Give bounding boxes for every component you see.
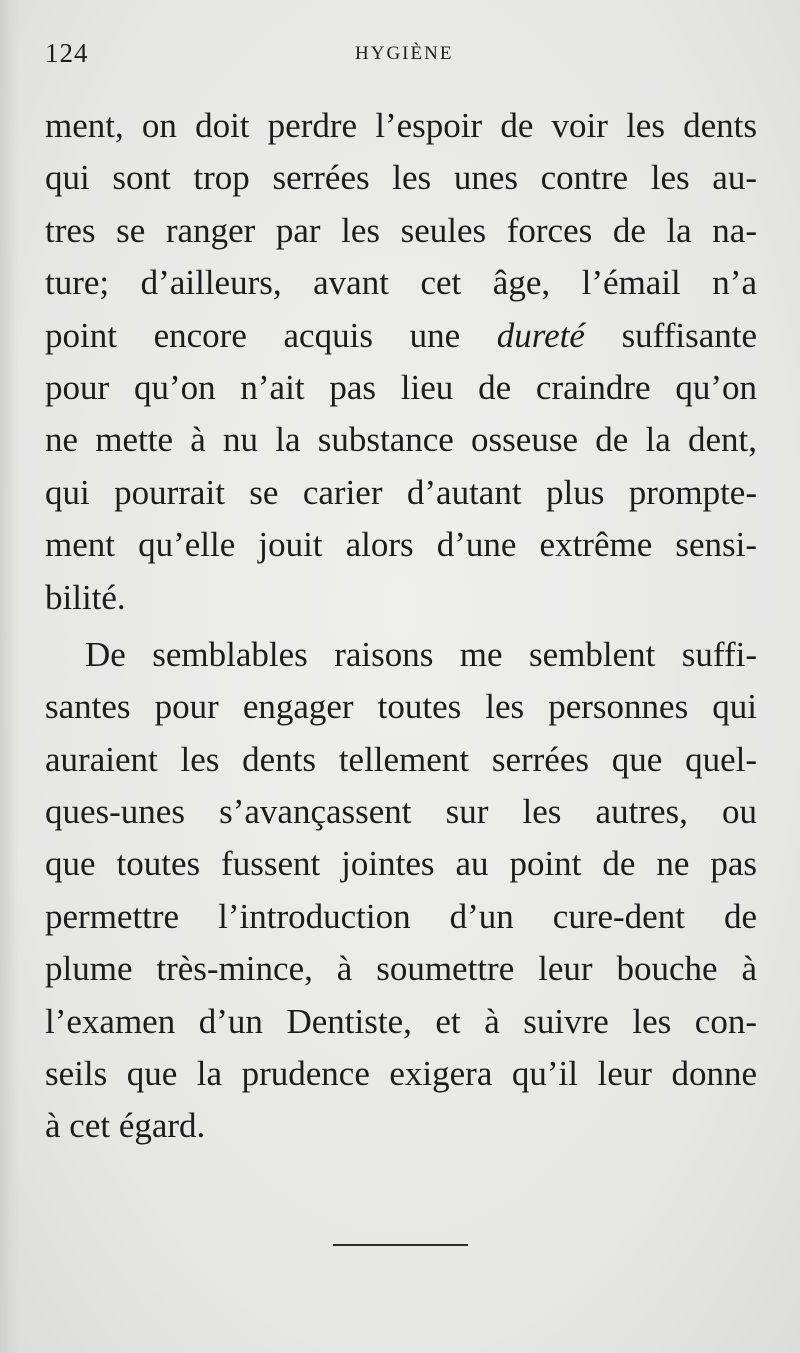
- running-title: HYGIÈNE: [355, 43, 454, 64]
- text-line: santes pour engager toutes les personnes qui: [45, 687, 757, 727]
- text-line: à cet égard.: [45, 1106, 206, 1146]
- body-text: [45, 100, 757, 1153]
- emphasized-word: dureté: [496, 315, 585, 355]
- text-line: tres se ranger par les seules forces de la na-: [45, 210, 757, 250]
- text-line: qui pourrait se carier d’autant plus prompte-: [45, 472, 757, 512]
- running-head: [45, 38, 755, 78]
- text-segment: point encore acquis une: [45, 315, 497, 355]
- text-line: permettre l’introduction d’un cure-dent de: [45, 896, 757, 936]
- text-line: ques-unes s’avançassent sur les autres, ou: [45, 792, 757, 832]
- text-line: [45, 310, 757, 362]
- text-line: seils que la prudence exigera qu’il leur donne: [45, 1054, 757, 1094]
- text-line: bilité.: [45, 577, 126, 617]
- paragraph: [45, 100, 757, 624]
- text-segment: suffisante: [584, 315, 757, 355]
- text-line: l’examen d’un Dentiste, et à suivre les con-: [45, 1001, 757, 1041]
- text-line: ne mette à nu la substance osseuse de la dent,: [45, 420, 757, 460]
- text-line: ment qu’elle jouit alors d’une extrême sensi-: [45, 525, 757, 565]
- page-number: 124: [45, 38, 89, 68]
- text-line: auraient les dents tellement serrées que quel-: [45, 739, 757, 779]
- text-line: qui sont trop serrées les unes contre les au-: [45, 158, 757, 198]
- text-line: ture; d’ailleurs, avant cet âge, l’émail n’a: [45, 263, 757, 303]
- text-line: ment, on doit perdre l’espoir de voir les dents: [45, 106, 757, 145]
- text-line: De semblables raisons me semblent suffi-: [85, 634, 757, 674]
- text-line: pour qu’on n’ait pas lieu de craindre qu’on: [45, 367, 757, 407]
- paragraph: [45, 629, 757, 1153]
- section-end-rule: [333, 1244, 468, 1246]
- text-line: que toutes fussent jointes au point de ne pas: [45, 844, 757, 884]
- page-edge-shadow: [0, 0, 18, 1353]
- text-line: plume très-mince, à soumettre leur bouche à: [45, 949, 757, 989]
